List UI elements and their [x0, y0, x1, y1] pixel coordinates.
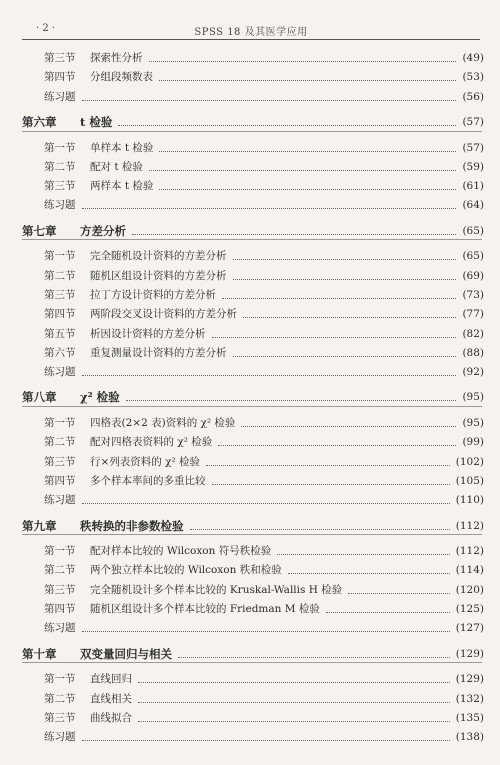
toc-entry-page: (69): [462, 269, 484, 282]
toc-section-entry: [0, 157, 500, 177]
toc-section-entry: [0, 471, 500, 491]
toc-entry-page: (92): [462, 366, 484, 379]
toc-entry-title: 配对样本比较的 Wilcoxon 符号秩检验: [90, 545, 272, 558]
toc-section-entry: [0, 48, 500, 68]
toc-entry-page: (102): [455, 455, 484, 468]
toc-entry-label: 练习题: [44, 731, 76, 744]
toc-chapter-entry: [0, 112, 500, 132]
toc-entry-page: (57): [462, 115, 484, 128]
toc-entry-page: (138): [455, 731, 484, 744]
toc-entry-label: 练习题: [44, 494, 76, 507]
toc-entry-title: 随机区组设计资料的方差分析: [90, 269, 227, 282]
chapter-separator: [22, 131, 482, 132]
toc-entry-title: 两个独立样本比较的 Wilcoxon 秩和检验: [90, 564, 282, 577]
toc-section-entry: [0, 413, 500, 433]
toc-entry-title: 双变量回归与相关: [80, 646, 172, 661]
toc-entry-title: 直线回归: [90, 673, 132, 686]
dot-leader: [348, 593, 450, 594]
toc-entry-page: (135): [455, 711, 484, 724]
toc-entry-page: (65): [462, 250, 484, 263]
toc-entry-title: 分组段频数表: [90, 71, 153, 84]
toc-section-entry: [0, 560, 500, 580]
dot-leader: [159, 80, 456, 81]
dot-leader: [241, 426, 456, 427]
toc-entry-label: 第七章: [22, 223, 57, 238]
toc-entry-page: (127): [455, 622, 484, 635]
toc-entry-page: (120): [455, 583, 484, 596]
chapter-separator: [22, 239, 482, 240]
page-header: [22, 20, 480, 40]
dot-leader: [243, 317, 456, 318]
toc-section-entry: [0, 490, 500, 510]
toc-section-entry: [0, 689, 500, 709]
toc-entry-label: 第一节: [44, 673, 76, 686]
toc-entry-label: 第三节: [44, 288, 76, 301]
toc-entry-title: 两样本 t 检验: [90, 180, 154, 193]
toc-section-entry: [0, 541, 500, 561]
toc-entry-page: (132): [455, 692, 484, 705]
chapter-separator: [22, 534, 482, 535]
toc-entry-page: (112): [455, 545, 484, 558]
toc-entry-label: 第二节: [44, 692, 76, 705]
toc-entry-title: 四格表(2×2 表)资料的 χ² 检验: [90, 417, 236, 429]
dot-leader: [159, 189, 456, 190]
toc-entry-title: 方差分析: [80, 223, 126, 238]
dot-leader: [212, 337, 457, 338]
dot-leader: [138, 702, 450, 703]
toc-entry-label: 第一节: [44, 545, 76, 558]
toc-entry-title: 配对四格表资料的 χ² 检验: [90, 436, 213, 449]
toc-entry-title: 析因设计资料的方差分析: [90, 327, 206, 340]
dot-leader: [206, 465, 450, 466]
dot-leader: [277, 554, 450, 555]
toc-entry-title: 配对 t 检验: [90, 160, 143, 173]
toc-section-entry: [0, 87, 500, 107]
dot-leader: [82, 740, 450, 741]
toc-entry-page: (73): [462, 288, 484, 301]
toc-entry-title: 单样本 t 检验: [90, 141, 154, 154]
toc-entry-title: 随机区组设计多个样本比较的 Friedman M 检验: [90, 603, 320, 615]
dot-leader: [159, 151, 456, 152]
toc-entry-title: 完全随机设计多个样本比较的 Kruskal-Wallis H 检验: [90, 583, 343, 596]
toc-section-entry: [0, 176, 500, 196]
toc-section-entry: [0, 452, 500, 472]
toc-entry-page: (59): [462, 160, 484, 173]
toc-entry-page: (114): [455, 564, 484, 577]
toc-section-entry: [0, 618, 500, 638]
toc-entry-title: 完全随机设计资料的方差分析: [90, 250, 227, 263]
toc-chapter-entry: [0, 516, 500, 536]
dot-leader: [326, 612, 450, 613]
toc-entry-label: 第二节: [44, 436, 76, 449]
toc-entry-label: 第二节: [44, 564, 76, 577]
dot-leader: [288, 573, 450, 574]
toc-entry-title: 秩转换的非参数检验: [80, 518, 184, 533]
book-title: SPSS 18 及其医学应用: [194, 27, 308, 38]
toc-section-entry: [0, 266, 500, 286]
toc-entry-label: 练习题: [44, 199, 76, 212]
toc-entry-page: (129): [455, 673, 484, 686]
toc-entry-label: 第一节: [44, 250, 76, 263]
dot-leader: [212, 484, 450, 485]
toc-entry-page: (61): [462, 180, 484, 193]
dot-leader: [82, 503, 450, 504]
toc-entry-title: 直线相关: [90, 692, 132, 705]
toc-section-entry: [0, 432, 500, 452]
toc-entry-page: (88): [462, 346, 484, 359]
dot-leader: [149, 61, 457, 62]
toc-section-entry: [0, 324, 500, 344]
dot-leader: [222, 298, 456, 299]
toc-section-entry: [0, 285, 500, 305]
dot-leader: [138, 682, 450, 683]
toc-entry-title: χ² 检验: [80, 390, 120, 405]
dot-leader: [82, 100, 457, 101]
dot-leader: [82, 375, 457, 376]
toc-section-entry: [0, 599, 500, 619]
toc-entry-page: (95): [462, 417, 484, 429]
toc-section-entry: [0, 727, 500, 747]
toc-entry-title: 探索性分析: [90, 52, 143, 64]
toc-entry-page: (82): [462, 327, 484, 340]
toc-entry-label: 第三节: [44, 52, 76, 64]
dot-leader: [126, 400, 457, 401]
toc-section-entry: [0, 138, 500, 158]
toc-entry-label: 第三节: [44, 180, 76, 193]
toc-entry-page: (129): [455, 647, 484, 660]
toc-entry-label: 第三节: [44, 583, 76, 596]
toc-section-entry: [0, 195, 500, 215]
toc-entry-page: (125): [455, 603, 484, 615]
toc-entry-title: t 检验: [80, 114, 113, 129]
toc-entry-page: (105): [455, 474, 484, 487]
toc-entry-title: 拉丁方设计资料的方差分析: [90, 288, 216, 301]
toc-entry-label: 练习题: [44, 366, 76, 379]
toc-entry-title: 曲线拟合: [90, 711, 132, 724]
toc-entry-label: 第一节: [44, 417, 76, 429]
toc-entry-title: 重复测量设计资料的方差分析: [90, 346, 227, 359]
dot-leader: [233, 279, 457, 280]
toc-chapter-entry: [0, 221, 500, 241]
toc-entry-label: 第四节: [44, 308, 76, 321]
toc-section-entry: [0, 67, 500, 87]
toc-entry-label: 第十章: [22, 646, 57, 661]
dot-leader: [149, 170, 457, 171]
toc-entry-label: 第三节: [44, 455, 76, 468]
toc-entry-label: 第六节: [44, 346, 76, 359]
toc-entry-title: 两阶段交叉设计资料的方差分析: [90, 308, 237, 321]
toc-chapter-entry: [0, 644, 500, 664]
toc-section-entry: [0, 304, 500, 324]
toc-entry-page: (110): [455, 494, 484, 507]
toc-entry-page: (65): [462, 224, 484, 237]
toc-entry-title: 行×列表资料的 χ² 检验: [90, 455, 201, 468]
toc-section-entry: [0, 362, 500, 382]
toc-entry-label: 第二节: [44, 269, 76, 282]
toc-section-entry: [0, 246, 500, 266]
toc-entry-page: (77): [462, 308, 484, 321]
toc-entry-page: (99): [462, 436, 484, 449]
toc-entry-label: 第二节: [44, 160, 76, 173]
toc-entry-label: 第四节: [44, 71, 76, 84]
toc-entry-page: (95): [462, 391, 484, 404]
toc-entry-label: 练习题: [44, 622, 76, 635]
toc-entry-page: (49): [462, 52, 484, 64]
toc-entry-label: 第三节: [44, 711, 76, 724]
toc-entry-page: (57): [462, 141, 484, 154]
dot-leader: [118, 125, 456, 126]
toc-entry-label: 第一节: [44, 141, 76, 154]
toc-section-entry: [0, 343, 500, 363]
toc-entry-page: (64): [462, 199, 484, 212]
toc-entry-label: 第四节: [44, 474, 76, 487]
toc-entry-label: 练习题: [44, 90, 76, 103]
toc-section-entry: [0, 708, 500, 728]
toc-entry-label: 第六章: [22, 114, 57, 129]
dot-leader: [190, 529, 450, 530]
toc-entry-page: (53): [462, 71, 484, 84]
page-number: · 2 ·: [36, 23, 56, 34]
toc-chapter-entry: [0, 387, 500, 407]
toc-entry-label: 第九章: [22, 518, 57, 533]
toc-entry-label: 第四节: [44, 603, 76, 615]
toc-section-entry: [0, 669, 500, 689]
toc-entry-page: (112): [455, 519, 484, 532]
dot-leader: [82, 208, 457, 209]
dot-leader: [82, 631, 450, 632]
toc-entry-page: (56): [462, 90, 484, 103]
header-rule: [22, 39, 480, 40]
toc-entry-label: 第五节: [44, 327, 76, 340]
toc-entry-label: 第八章: [22, 390, 57, 405]
dot-leader: [132, 234, 456, 235]
chapter-separator: [22, 662, 482, 663]
toc-entry-title: 多个样本率间的多重比较: [90, 474, 206, 487]
toc-section-entry: [0, 580, 500, 600]
dot-leader: [218, 445, 456, 446]
dot-leader: [138, 721, 450, 722]
chapter-separator: [22, 406, 482, 407]
dot-leader: [233, 259, 457, 260]
dot-leader: [233, 356, 457, 357]
dot-leader: [178, 657, 450, 658]
